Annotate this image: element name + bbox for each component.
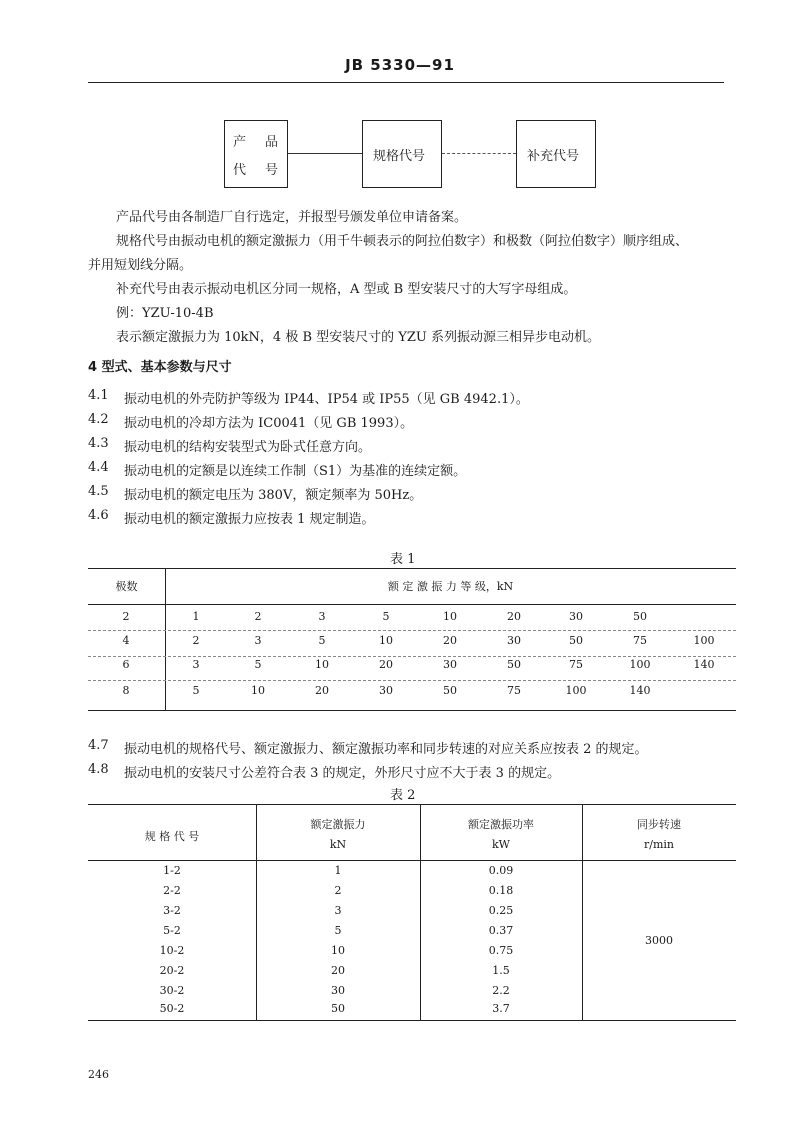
table-cell: 100 — [629, 658, 651, 671]
table-cell: 3 — [318, 610, 326, 623]
clause-text: 振动电机的外壳防护等级为 IP44、IP54 或 IP55（见 GB 4942.1）。 — [124, 392, 529, 407]
table-cell: 5 — [334, 924, 342, 937]
table-cell: 3 — [192, 658, 200, 671]
clause-num: 4.3 — [88, 436, 109, 451]
table-cell: 10 — [379, 634, 393, 647]
table-2-column-divider — [582, 804, 583, 1020]
table-cell: 20 — [443, 634, 457, 647]
page-number: 246 — [88, 1068, 109, 1081]
clause-text: 振动电机的安装尺寸公差符合表 3 的规定，外形尺寸应不大于表 3 的规定。 — [124, 766, 561, 781]
table-cell: 50 — [569, 634, 583, 647]
clause-text: 振动电机的定额是以连续工作制（S1）为基准的连续定额。 — [124, 464, 467, 479]
table-cell: 10 — [251, 684, 265, 697]
table-cell: 3 — [254, 634, 262, 647]
clause-num: 4.4 — [88, 460, 109, 475]
clause-num: 4.1 — [88, 388, 109, 403]
table-cell: 2 — [192, 634, 200, 647]
clause-text: 振动电机的冷却方法为 IC0041（见 GB 1993）。 — [124, 416, 414, 431]
table-cell: 0.09 — [488, 864, 514, 877]
table-1-top-rule — [88, 568, 736, 569]
table-cell: 0.37 — [488, 924, 514, 937]
table-2-header-spec: 规 格 代 号 — [144, 830, 200, 843]
supplement-code-label: 补充代号 — [527, 149, 580, 164]
table-1-header-force: 额 定 激 振 力 等 级，kN — [387, 580, 514, 593]
intro-line-2a: 规格代号由振动电机的额定激振力（用千牛顿表示的阿拉伯数字）和极数（阿拉伯数字）顺序组成、 — [116, 234, 689, 249]
product-code-char-3: 代 — [233, 163, 247, 178]
table-cell: 2-2 — [163, 884, 181, 897]
table-cell: 6 — [122, 658, 130, 671]
table-cell: 30 — [379, 684, 393, 697]
table-cell: 50 — [633, 610, 647, 623]
table-cell: 1 — [334, 864, 342, 877]
clause-num: 4.6 — [88, 508, 109, 523]
intro-line-3: 补充代号由表示振动电机区分同一规格，A 型或 B 型安装尺寸的大写字母组成。 — [116, 282, 577, 297]
table-cell: 20-2 — [159, 964, 185, 977]
table-1-caption: 表 1 — [390, 552, 416, 567]
supplement-code-box — [516, 120, 596, 188]
table-cell: 0.25 — [488, 904, 514, 917]
table-cell: 30 — [443, 658, 457, 671]
table-cell: 10 — [443, 610, 457, 623]
table-cell: 30 — [331, 984, 345, 997]
clause-num: 4.7 — [88, 738, 109, 753]
table-cell: 50 — [331, 1002, 345, 1015]
intro-line-2b: 并用短划线分隔。 — [88, 258, 193, 273]
table-cell: 2 — [254, 610, 262, 623]
table-cell: 140 — [629, 684, 651, 697]
table-1-header-rule — [88, 604, 736, 605]
table-cell: 5 — [318, 634, 326, 647]
table-cell: 3.7 — [492, 1002, 510, 1015]
table-cell: 2.2 — [492, 984, 510, 997]
clause-num: 4.8 — [88, 762, 109, 777]
table-2-header-speed-unit: r/min — [644, 838, 674, 851]
table-cell: 10-2 — [159, 944, 185, 957]
table-cell: 1 — [192, 610, 200, 623]
product-code-char-2: 品 — [265, 135, 279, 150]
table-2-header-speed: 同步转速 — [637, 818, 681, 831]
clause-text: 振动电机的结构安装型式为卧式任意方向。 — [124, 440, 372, 455]
clause-text: 振动电机的额定激振力应按表 1 规定制造。 — [124, 512, 375, 527]
table-2-bottom-rule — [88, 1020, 736, 1021]
table-cell: 75 — [569, 658, 583, 671]
table-cell: 4 — [122, 634, 130, 647]
table-cell: 30-2 — [159, 984, 185, 997]
table-2-column-divider — [420, 804, 421, 1020]
table-cell: 3-2 — [163, 904, 181, 917]
table-cell: 2 — [122, 610, 130, 623]
table-2-top-rule — [88, 804, 736, 805]
table-2-header-power-unit: kW — [492, 838, 510, 851]
table-cell: 5-2 — [163, 924, 181, 937]
spec-code-box — [362, 120, 442, 188]
table-cell: 10 — [331, 944, 345, 957]
table-cell: 10 — [315, 658, 329, 671]
table-1-bottom-rule — [88, 710, 736, 711]
intro-line-5: 表示额定激振力为 10kN，4 极 B 型安装尺寸的 YZU 系列振动源三相异步电动机。 — [116, 330, 600, 345]
clause-num: 4.2 — [88, 412, 109, 427]
table-cell: 50 — [443, 684, 457, 697]
table-cell: 50-2 — [159, 1002, 185, 1015]
spec-code-label: 规格代号 — [373, 149, 426, 164]
table-cell: 20 — [331, 964, 345, 977]
clause-text: 振动电机的规格代号、额定激振力、额定激振功率和同步转速的对应关系应按表 2 的规定。 — [124, 742, 648, 757]
table-cell: 100 — [565, 684, 587, 697]
product-code-char-4: 号 — [265, 163, 279, 178]
table-cell: 30 — [507, 634, 521, 647]
table-cell: 0.18 — [488, 884, 514, 897]
clause-num: 4.5 — [88, 484, 109, 499]
table-cell: 5 — [192, 684, 200, 697]
table-cell: 8 — [122, 684, 130, 697]
table-2-header-force-unit: kN — [329, 838, 347, 851]
table-cell: 20 — [379, 658, 393, 671]
table-cell: 75 — [507, 684, 521, 697]
table-2-header-rule — [88, 860, 736, 861]
table-1-row-rule — [88, 680, 736, 681]
table-cell: 5 — [254, 658, 262, 671]
intro-line-4: 例：YZU-10-4B — [116, 306, 214, 321]
table-cell: 1-2 — [163, 864, 181, 877]
table-cell: 5 — [382, 610, 390, 623]
product-code-char-1: 产 — [233, 135, 247, 150]
table-cell: 30 — [569, 610, 583, 623]
table-cell: 20 — [315, 684, 329, 697]
table-1-row-rule — [88, 630, 736, 631]
table-2-header-power: 额定激振功率 — [468, 818, 534, 831]
table-cell: 2 — [334, 884, 342, 897]
table-cell: 3000 — [645, 934, 673, 947]
table-cell: 75 — [633, 634, 647, 647]
table-cell: 50 — [507, 658, 521, 671]
table-2-header-force: 额定激振力 — [310, 818, 366, 831]
connector-line-1 — [288, 153, 362, 154]
table-2-column-divider — [256, 804, 257, 1020]
table-cell: 100 — [693, 634, 715, 647]
intro-line-1: 产品代号由各制造厂自行选定，并报型号颁发单位申请备案。 — [116, 210, 468, 225]
table-cell: 0.75 — [488, 944, 514, 957]
header-rule — [88, 82, 724, 83]
table-cell: 140 — [693, 658, 715, 671]
connector-line-2 — [442, 153, 516, 154]
section-4-heading: 4 型式、基本参数与尺寸 — [88, 360, 232, 375]
table-1-header-pole: 极数 — [115, 580, 138, 593]
table-cell: 20 — [507, 610, 521, 623]
table-2-caption: 表 2 — [390, 788, 416, 803]
table-cell: 1.5 — [492, 964, 510, 977]
document-header: JB 5330—91 — [345, 56, 455, 74]
clause-text: 振动电机的额定电压为 380V，额定频率为 50Hz。 — [124, 488, 423, 503]
table-cell: 3 — [334, 904, 342, 917]
table-1-row-rule — [88, 656, 736, 657]
product-code-box — [224, 120, 288, 188]
